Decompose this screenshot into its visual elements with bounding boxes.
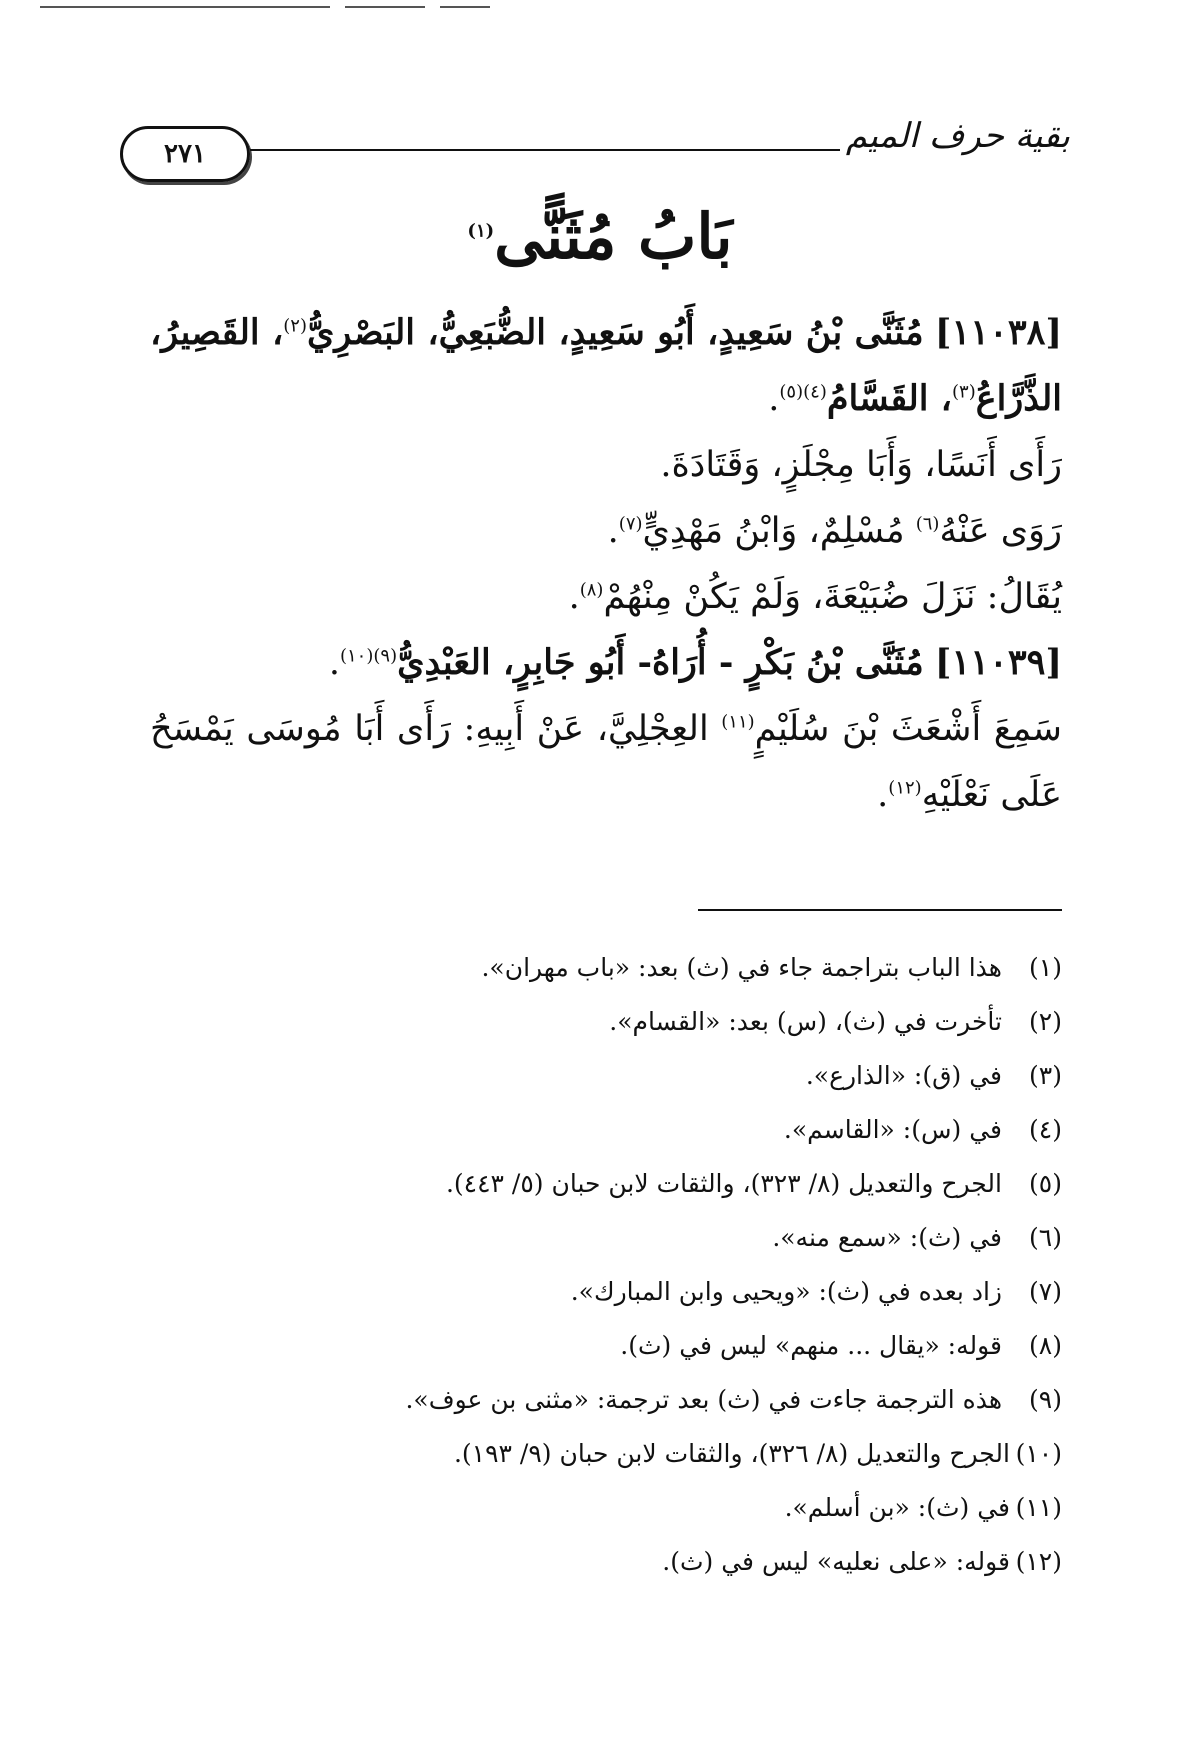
footnote [150, 1318, 1062, 1372]
footnotes [150, 940, 1062, 1588]
footnote [150, 1102, 1062, 1156]
footnote-separator [698, 909, 1062, 911]
footnote-ref: (٣) [951, 381, 976, 403]
page-number: ٢٧١ [120, 126, 250, 182]
chapter-title [0, 200, 1200, 273]
footnote-number: (١٠) [1015, 1438, 1062, 1468]
footnote-number: (٧) [1029, 1276, 1062, 1306]
entry-name: مُثَنَّى بْنُ سَعِيدٍ، أَبُو سَعِيدٍ، الضُّبَعِيُّ، البَصْرِيُّ [307, 312, 924, 353]
chapter-title-text: بَابُ مُثَنًّى [494, 200, 733, 273]
footnote-text: في (ق): «الذارع». [805, 1060, 1002, 1090]
footnote-text: في (س): «القاسم». [783, 1114, 1002, 1144]
footnote-text: تأخرت في (ث)، (س) بعد: «القسام». [609, 1006, 1002, 1036]
footnote [150, 1264, 1062, 1318]
entry-text: مُسْلِمٌ، وَابْنُ مَهْدِيٍّ [642, 511, 916, 551]
entry-text: رَأَى أَنَسًا، وَأَبَا مِجْلَزٍ، وَقَتَادَةَ. [660, 445, 1062, 485]
footnote [150, 1534, 1062, 1588]
footnote-number: (٥) [1029, 1168, 1062, 1198]
footnote-number: (١) [1029, 952, 1062, 982]
entry-line-heard [150, 696, 1062, 828]
entry-11038 [150, 300, 1062, 432]
footnote-text: في (ث): «بن أسلم». [784, 1492, 1010, 1522]
footnote-number: (٣) [1029, 1060, 1062, 1090]
footnote-ref: (١١) [721, 711, 755, 733]
scan-edge-marks [40, 6, 520, 10]
footnote [150, 1048, 1062, 1102]
entry-name-line2: الذَّرَّاعُ [975, 378, 1062, 419]
entry-end: . [328, 643, 340, 683]
footnote [150, 1156, 1062, 1210]
footnote-text: الجرح والتعديل (٨/ ٣٢٦)، والثقات لابن حبان (٩/ ١٩٣). [453, 1438, 1010, 1468]
footnote-number: (٩) [1029, 1384, 1062, 1414]
footnote [150, 1426, 1062, 1480]
footnote [150, 1372, 1062, 1426]
entry-number: [١١٠٣٩] [934, 642, 1062, 683]
footnote [150, 940, 1062, 994]
entry-line-narrated [150, 498, 1062, 564]
running-head: بقية حرف الميم [845, 116, 1070, 156]
footnote-ref: (٦) [915, 513, 940, 535]
footnote-number: (٨) [1029, 1330, 1062, 1360]
entry-end: . [877, 775, 889, 815]
footnote-text: هذه الترجمة جاءت في (ث) بعد ترجمة: «مثنى بن عوف». [405, 1384, 1002, 1414]
entry-line-said [150, 564, 1062, 630]
entry-name-line2b: ، القَسَّامُ [826, 378, 952, 419]
entry-text: العِجْلِيَّ، عَنْ أَبِيهِ: رَأَى أَبَا مُوسَى يَمْسَحُ عَلَى نَعْلَيْهِ [150, 709, 1062, 815]
main-text [150, 300, 1062, 828]
footnote-ref: (١٢) [888, 777, 922, 799]
entry-text: يُقَالُ: نَزَلَ ضُبَيْعَةَ، وَلَمْ يَكُنْ مِنْهُمْ [603, 577, 1062, 617]
footnote-number: (٢) [1029, 1006, 1062, 1036]
entry-line-saw [150, 432, 1062, 498]
footnote-ref: (٤)(٥) [779, 381, 827, 403]
entry-end: . [568, 577, 580, 617]
footnote-text: هذا الباب بتراجمة جاء في (ث) بعد: «باب مهران». [481, 952, 1002, 982]
footnote [150, 1210, 1062, 1264]
entry-11039 [150, 630, 1062, 696]
entry-number: [١١٠٣٨] [934, 312, 1062, 353]
page-header [120, 108, 1070, 188]
footnote [150, 994, 1062, 1048]
entry-end: . [768, 379, 780, 419]
entry-end: . [607, 511, 619, 551]
header-rule [250, 149, 840, 151]
footnote-text: الجرح والتعديل (٨/ ٣٢٣)، والثقات لابن حبان (٥/ ٤٤٣). [445, 1168, 1002, 1198]
footnote-text: قوله: «على نعليه» ليس في (ث). [662, 1546, 1010, 1576]
footnote-ref: (٨) [579, 579, 604, 601]
footnote-text: في (ث): «سمع منه». [772, 1222, 1002, 1252]
footnote-ref: (٢) [283, 315, 307, 337]
footnote-ref: (١) [467, 220, 495, 242]
footnote-text: قوله: «يقال ... منهم» ليس في (ث). [620, 1330, 1002, 1360]
footnote-number: (١١) [1015, 1492, 1062, 1522]
entry-name-cont: ، القَصِيرُ، [150, 312, 284, 353]
footnote-number: (١٢) [1015, 1546, 1062, 1576]
footnote-ref: (٧) [618, 513, 643, 535]
footnote [150, 1480, 1062, 1534]
entry-text: رَوَى عَنْهُ [939, 511, 1062, 551]
footnote-ref: (٩)(١٠) [339, 645, 398, 667]
footnote-number: (٤) [1029, 1114, 1062, 1144]
entry-text: سَمِعَ أَشْعَثَ بْنَ سُلَيْمٍ [754, 709, 1062, 749]
footnote-text: زاد بعده في (ث): «ويحيى وابن المبارك». [570, 1276, 1002, 1306]
entry-name: مُثَنَّى بْنُ بَكْرٍ - أُرَاهُ- أَبُو جَابِرٍ، العَبْدِيُّ [397, 642, 924, 683]
footnote-number: (٦) [1029, 1222, 1062, 1252]
